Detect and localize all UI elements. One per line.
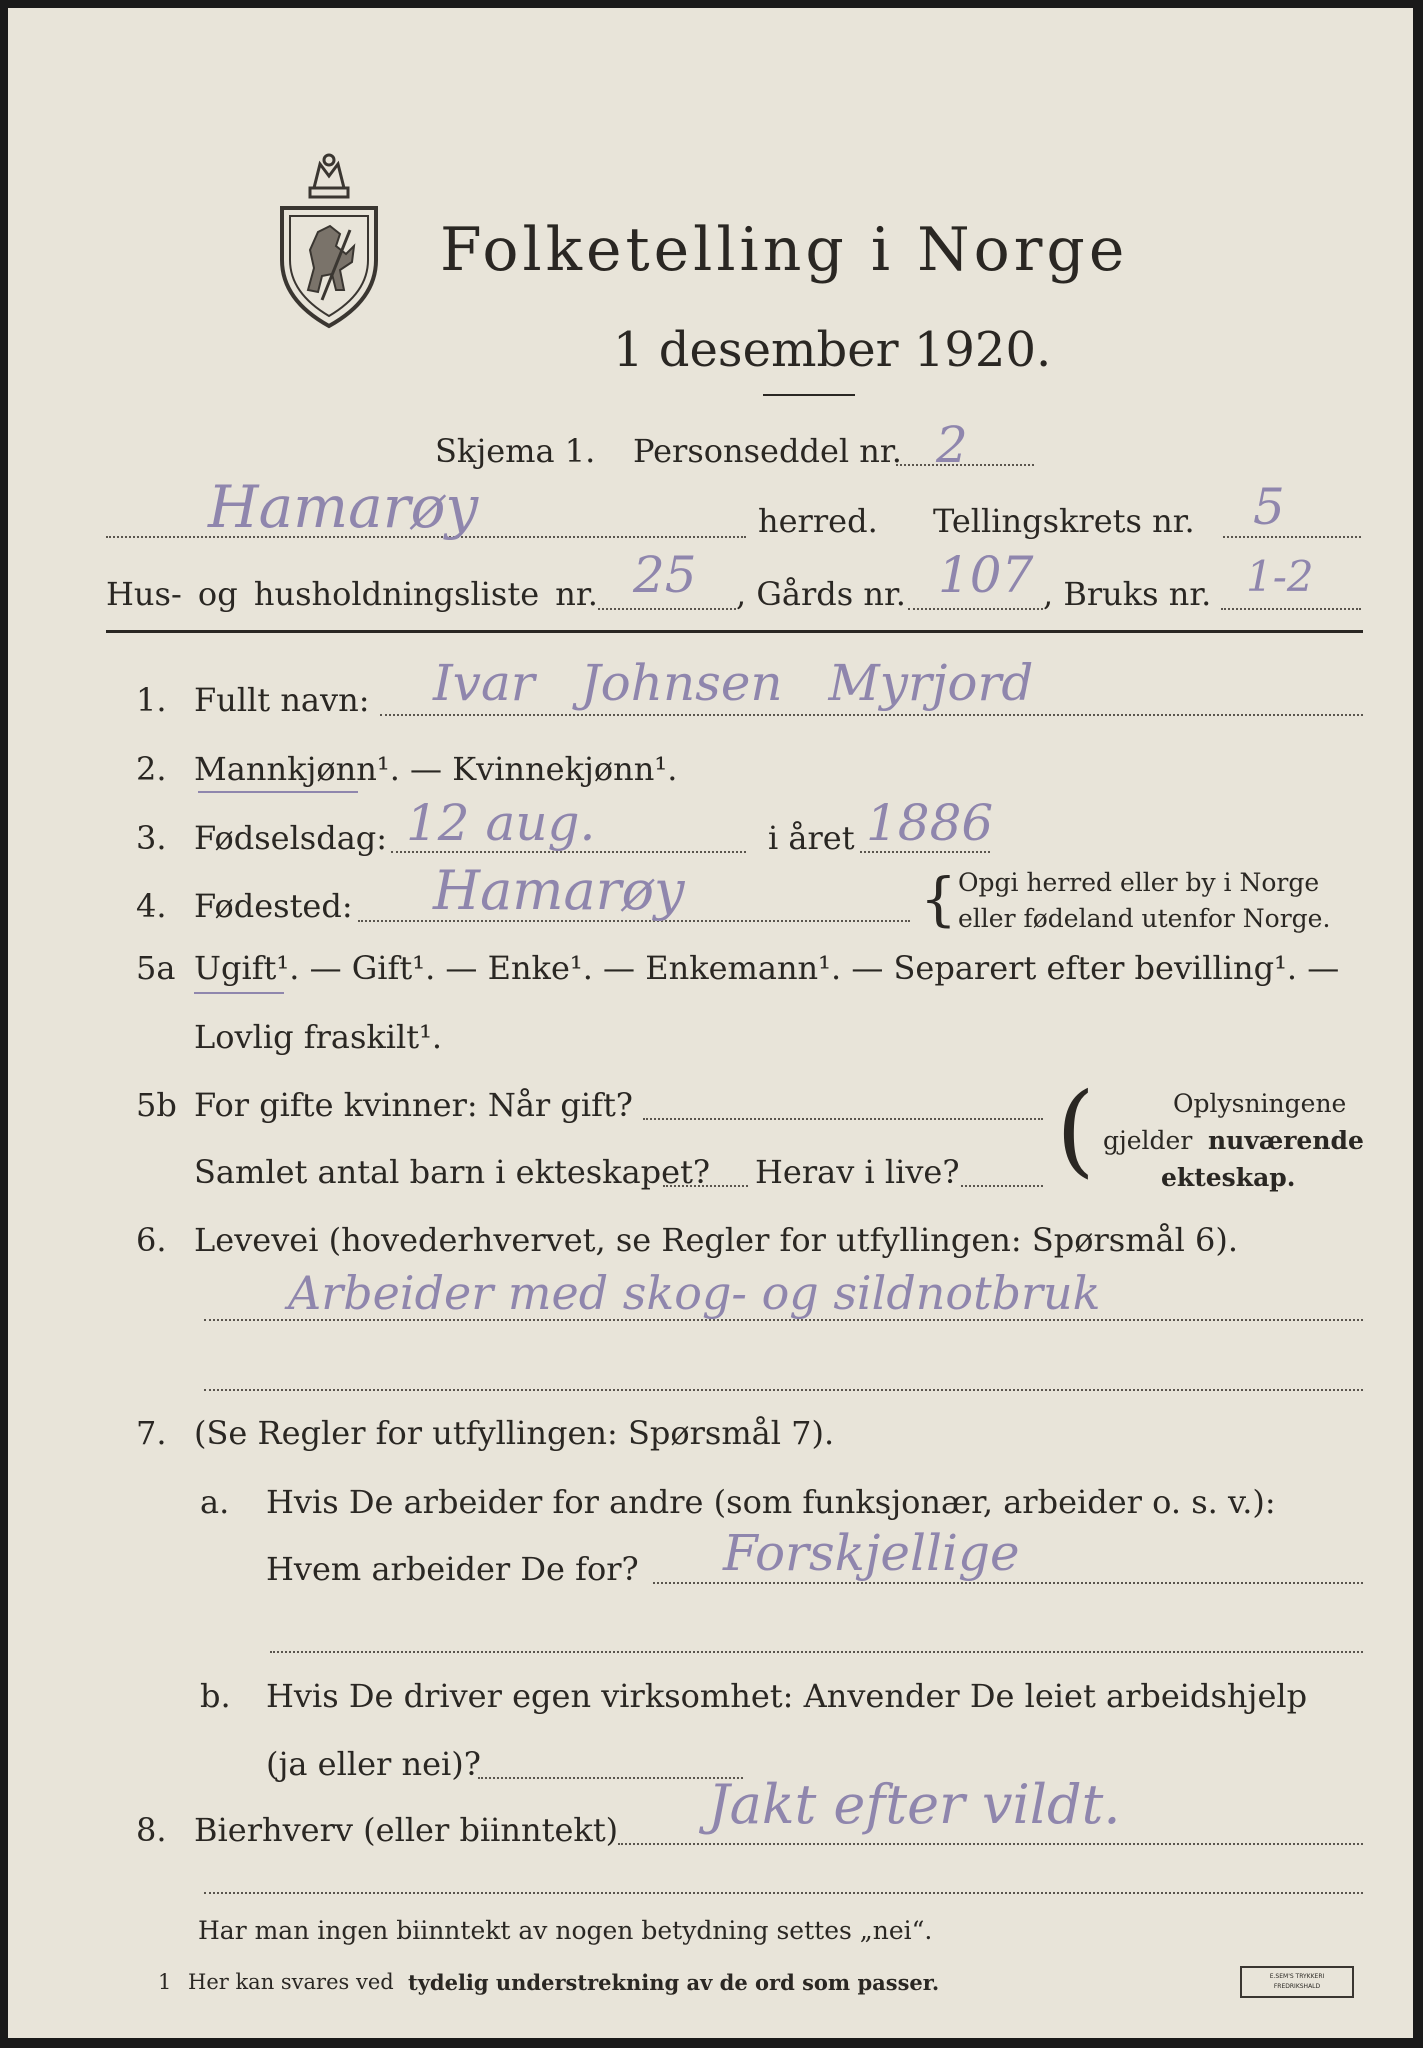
q4-note-line2: eller fødeland utenfor Norge. — [958, 904, 1331, 933]
q3-year-value[interactable]: 1886 — [866, 794, 994, 852]
q8-number: 8. — [136, 1811, 167, 1849]
q7-label: (Se Regler for utfyllingen: Spørsmål 7). — [194, 1414, 835, 1452]
q4-number: 4. — [136, 887, 167, 925]
q5a-number: 5a — [136, 949, 176, 987]
q7a-line — [653, 1582, 1363, 1584]
printer-line1: E.SEM'S TRYKKERI — [1269, 1973, 1325, 1980]
q5b-gift-line — [643, 1118, 1043, 1120]
gards-value[interactable]: 107 — [938, 546, 1034, 604]
tellingskrets-value[interactable]: 5 — [1253, 478, 1285, 536]
q1-label: Fullt navn: — [194, 681, 370, 719]
gards-label: , Gårds nr. — [736, 575, 906, 613]
q7a-number: a. — [200, 1483, 230, 1521]
q1-line — [380, 714, 1363, 716]
q3-value[interactable]: 12 aug. — [406, 794, 596, 852]
q8-line2 — [204, 1892, 1363, 1894]
footer-note: Har man ingen biinntekt av nogen betydning settes „nei“. — [198, 1916, 933, 1945]
form-date: 1 desember 1920. — [613, 322, 1052, 378]
header-divider — [106, 630, 1363, 633]
q4-value[interactable]: Hamarøy — [433, 859, 685, 922]
q1-number: 1. — [136, 681, 167, 719]
q7b-number: b. — [200, 1677, 231, 1715]
q8-line — [618, 1843, 1363, 1845]
q2-underline-mannkjonn — [198, 791, 358, 793]
bruks-label: , Bruks nr. — [1043, 575, 1212, 613]
printer-line2: FREDRIKSHALD — [1273, 1983, 1321, 1990]
bruks-line — [1221, 608, 1361, 610]
q4-note-line1: Opgi herred eller by i Norge — [958, 868, 1320, 897]
q6-line2 — [204, 1389, 1363, 1391]
q5b-number: 5b — [136, 1086, 177, 1124]
footnote-mark: 1 — [158, 1970, 172, 1994]
q7a-line2: Hvem arbeider De for? — [266, 1550, 639, 1588]
q5b-note-line2a: gjelder — [1103, 1126, 1193, 1155]
hus-value[interactable]: 25 — [633, 546, 697, 604]
q5b-note-line2b: nuværende — [1208, 1126, 1364, 1155]
q6-label: Levevei (hovederhvervet, se Regler for utfyllingen: Spørsmål 6). — [194, 1221, 1239, 1259]
q7a-line1: Hvis De arbeider for andre (som funksjonær, arbeider o. s. v.): — [266, 1483, 1276, 1521]
norway-coat-of-arms-icon — [270, 150, 388, 330]
q7b-line1: Hvis De driver egen virksomhet: Anvender De leiet arbeidshjelp — [266, 1677, 1308, 1715]
title-divider — [763, 394, 855, 396]
q2-number: 2. — [136, 750, 167, 788]
gards-line — [908, 608, 1043, 610]
q3-number: 3. — [136, 819, 167, 857]
tellingskrets-line — [1223, 536, 1361, 538]
q5a-line1: Ugift¹. — Gift¹. — Enke¹. — Enkemann¹. — Separert efter bevilling¹. — — [194, 949, 1340, 987]
bruks-value[interactable]: 1-2 — [1246, 552, 1314, 601]
q8-value[interactable]: Jakt efter vildt. — [708, 1773, 1121, 1836]
q8-label: Bierhverv (eller biinntekt) — [194, 1811, 619, 1849]
q4-brace: { — [920, 865, 957, 933]
q5b-line2b: Herav i live? — [755, 1153, 960, 1191]
q6-value[interactable]: Arbeider med skog- og sildnotbruk — [288, 1266, 1101, 1320]
q5b-paren: ( — [1056, 1071, 1096, 1188]
q7b-line — [478, 1777, 743, 1779]
q5b-note-line1: Oplysningene — [1173, 1089, 1347, 1118]
footnote-text-b: tydelig understrekning av de ord som passer. — [408, 1970, 940, 1995]
q7a-line2-blank — [270, 1651, 1363, 1653]
census-form — [8, 8, 1413, 2038]
printer-stamp — [1240, 1966, 1354, 1998]
q7-number: 7. — [136, 1414, 167, 1452]
skjema-label: Skjema 1. — [435, 432, 596, 470]
q5b-line1: For gifte kvinner: Når gift? — [194, 1086, 633, 1124]
form-title: Folketelling i Norge — [440, 215, 1129, 285]
q5b-live-line — [961, 1185, 1043, 1187]
q5a-underline-ugift — [194, 992, 284, 994]
q6-line1 — [204, 1319, 1363, 1321]
hus-line — [598, 608, 736, 610]
q7a-value[interactable]: Forskjellige — [723, 1524, 1020, 1582]
q2-label: Mannkjønn¹. — Kvinnekjønn¹. — [194, 750, 678, 788]
q3-label: Fødselsdag: — [194, 819, 388, 857]
q5b-note-line3: ekteskap. — [1161, 1163, 1296, 1192]
herred-value[interactable]: Hamarøy — [208, 473, 479, 541]
herred-label: herred. — [758, 502, 878, 540]
q5b-barn-line — [663, 1185, 748, 1187]
q1-value[interactable]: Ivar Johnsen Myrjord — [433, 654, 1034, 712]
personseddel-value[interactable]: 2 — [936, 416, 968, 474]
q5b-line2a: Samlet antal barn i ekteskapet? — [194, 1153, 711, 1191]
q6-number: 6. — [136, 1221, 167, 1259]
q3-year-label: i året — [768, 819, 855, 857]
hus-label: Hus- og husholdningsliste nr. — [106, 575, 598, 613]
personseddel-label: Personseddel nr. — [633, 432, 902, 470]
q5a-line2: Lovlig fraskilt¹. — [194, 1018, 443, 1056]
q7b-line2: (ja eller nei)? — [266, 1745, 481, 1783]
footnote-text-a: Her kan svares ved — [188, 1970, 394, 1994]
tellingskrets-label: Tellingskrets nr. — [933, 502, 1195, 540]
q4-label: Fødested: — [194, 887, 353, 925]
